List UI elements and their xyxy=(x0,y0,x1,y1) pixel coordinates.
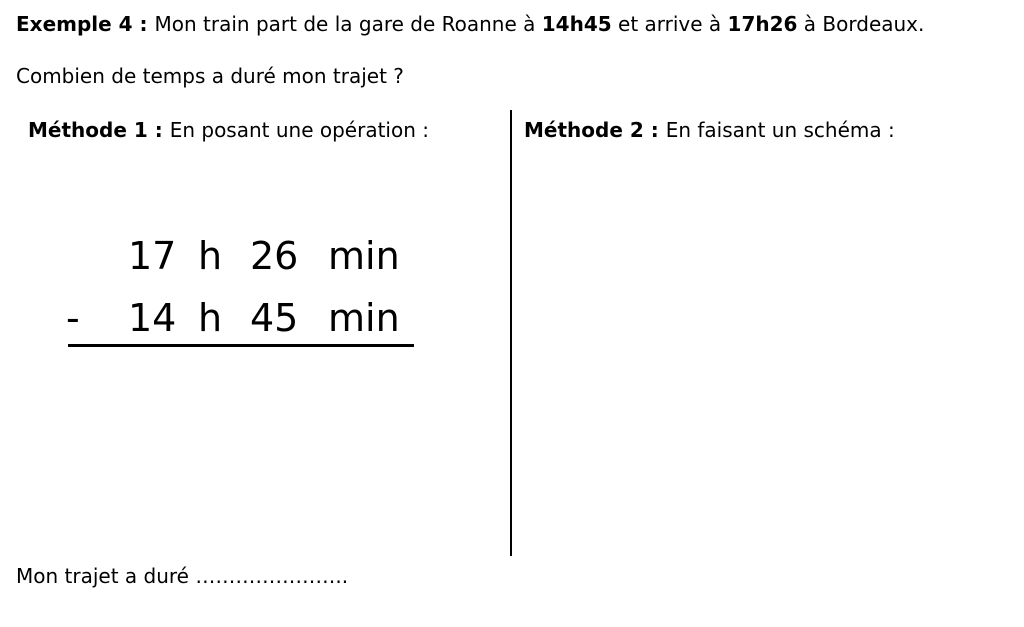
example-colon: : xyxy=(132,12,155,36)
example-text-2: et arrive à xyxy=(611,12,728,36)
operation-hours: 17 xyxy=(128,234,177,278)
method-1-colon: : xyxy=(147,118,170,142)
operation-minute-unit: min xyxy=(328,234,400,278)
column-divider xyxy=(510,110,512,556)
method-2-text: En faisant un schéma : xyxy=(665,118,895,142)
method-2-label: Méthode 2 xyxy=(524,118,644,142)
example-statement xyxy=(16,12,924,36)
answer-line: Mon trajet a duré ………………….. xyxy=(16,564,349,588)
operation-row-subtrahend xyxy=(0,296,430,340)
operation-minute-unit: min xyxy=(328,296,400,340)
method-2-colon: : xyxy=(643,118,666,142)
example-text-1: Mon train part de la gare de Roanne à xyxy=(154,12,542,36)
departure-time: 14h45 xyxy=(541,12,612,36)
operation-minutes: 45 xyxy=(250,296,299,340)
example-text-3: à Bordeaux. xyxy=(797,12,925,36)
operation-minutes: 26 xyxy=(250,234,299,278)
question-text: Combien de temps a duré mon trajet ? xyxy=(16,64,404,88)
example-label: Exemple 4 xyxy=(16,12,133,36)
method-1-text: En posant une opération : xyxy=(169,118,429,142)
operation-hours: 14 xyxy=(128,296,177,340)
method-1-heading xyxy=(28,118,429,142)
arrival-time: 17h26 xyxy=(727,12,798,36)
operation-row-minuend xyxy=(0,234,430,278)
method-2-heading xyxy=(524,118,895,142)
method-1-label: Méthode 1 xyxy=(28,118,148,142)
operation-hour-unit: h xyxy=(198,234,223,278)
operation-minus-sign: - xyxy=(66,296,80,340)
operation-hour-unit: h xyxy=(198,296,223,340)
operation-result-line xyxy=(68,344,414,347)
